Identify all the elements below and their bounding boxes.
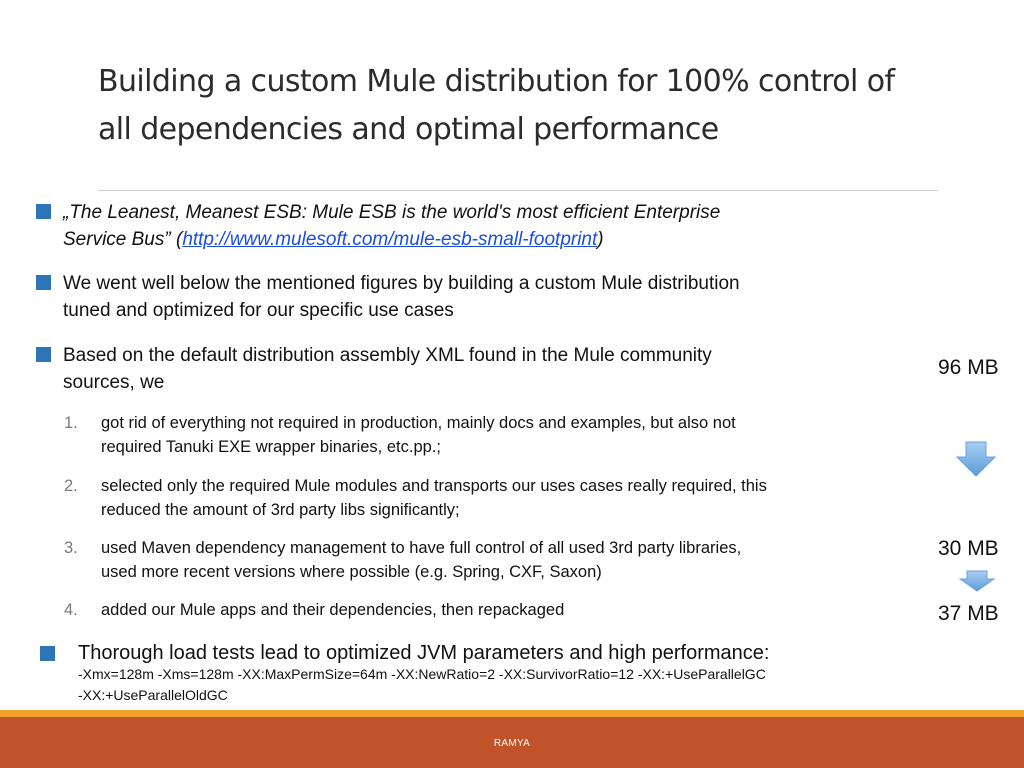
bullet-4-text: Thorough load tests lead to optimized JVM parameters and high performance: — [78, 642, 770, 664]
size-label-30mb: 30 MB — [938, 537, 999, 560]
step-number: 2. — [64, 477, 78, 495]
down-arrow-icon — [956, 441, 996, 477]
size-label-96mb: 96 MB — [938, 356, 999, 379]
bullet-quote-line2 — [63, 226, 720, 253]
step-number: 1. — [64, 414, 78, 432]
step-text: used more recent versions where possible (e.g. Spring, CXF, Saxon) — [101, 563, 602, 581]
bullet-2-line1: We went well below the mentioned figures by building a custom Mule distribution — [63, 273, 740, 294]
footer-label: RAMYA — [493, 738, 531, 749]
bullet-2-line2: tuned and optimized for our specific use cases — [63, 300, 454, 321]
footer-bar — [0, 717, 1024, 768]
bullet-square-icon — [36, 347, 51, 362]
bullet-quote-line1: „The Leanest, Meanest ESB: Mule ESB is the world's most efficient Enterprise — [63, 202, 721, 223]
step-text: required Tanuki EXE wrapper binaries, etc.pp.; — [101, 438, 441, 456]
step-number: 4. — [64, 601, 78, 619]
step-text: selected only the required Mule modules and transports our uses cases really required, this — [101, 477, 767, 495]
bullet-square-icon — [36, 204, 51, 219]
footer-stripe — [0, 710, 1024, 717]
mulesoft-link[interactable]: http://www.mulesoft.com/mule-esb-small-footprint — [182, 229, 598, 250]
quote-suffix: ) — [597, 229, 604, 250]
bullet-square-icon — [36, 275, 51, 290]
bullet-square-icon — [40, 646, 55, 661]
bullet-3-line2: sources, we — [63, 372, 165, 393]
quote-prefix: Service Bus” ( — [63, 229, 183, 250]
size-label-37mb: 37 MB — [938, 602, 999, 625]
jvm-parameters — [78, 664, 766, 706]
step-text: added our Mule apps and their dependencies, then repackaged — [101, 601, 565, 619]
title-line-2: all dependencies and optimal performance — [98, 112, 719, 147]
step-text: used Maven dependency management to have full control of all used 3rd party libraries, — [101, 539, 742, 557]
down-arrow-small-icon — [959, 570, 995, 592]
title-divider — [98, 190, 938, 191]
step-number: 3. — [64, 539, 78, 557]
title-line-1: Building a custom Mule distribution for 100% control of — [98, 64, 895, 99]
step-text: got rid of everything not required in production, mainly docs and examples, but also not — [101, 414, 736, 432]
jvm-line-1: -Xmx=128m -Xms=128m -XX:MaxPermSize=64m -XX:NewRatio=2 -XX:SurvivorRatio=12 -XX:+UseParallelGC — [78, 666, 766, 682]
slide-title — [98, 58, 978, 154]
bullet-3-line1: Based on the default distribution assembly XML found in the Mule community — [63, 345, 712, 366]
jvm-line-2: -XX:+UseParallelOldGC — [78, 687, 228, 703]
step-text: reduced the amount of 3rd party libs significantly; — [101, 501, 460, 519]
